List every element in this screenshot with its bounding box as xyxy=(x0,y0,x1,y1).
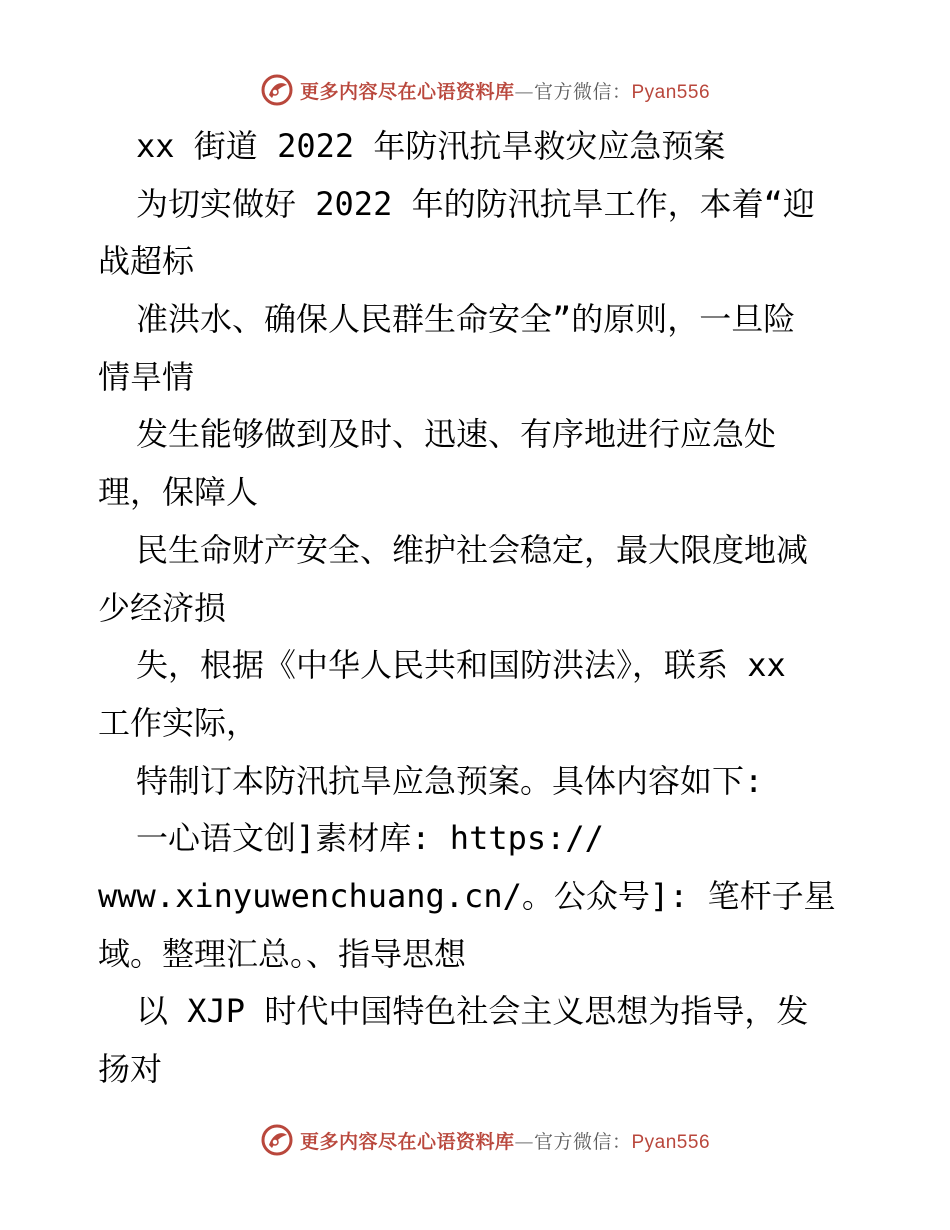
footer-watermark xyxy=(0,1120,950,1160)
text-line: 准洪水、确保人民群生命安全”的原则，一旦险 xyxy=(136,300,796,339)
text-line: 少经济损 xyxy=(98,588,227,627)
text-line: 战超标 xyxy=(98,242,195,281)
text-line: 为切实做好 2022 年的防汛抗旱工作，本着“迎 xyxy=(136,184,815,223)
text-line: 情旱情 xyxy=(98,357,195,396)
watermark-wechat-id: Pyan556 xyxy=(631,1131,711,1153)
text-line: 民生命财产安全、维护社会稳定，最大限度地减 xyxy=(136,530,809,569)
header-watermark xyxy=(0,70,950,110)
document-title: xx 街道 2022 年防汛抗旱救灾应急预案 xyxy=(136,127,726,165)
text-line: 失，根据《中华人民共和国防洪法》，联系 xx xyxy=(136,646,786,685)
watermark-separator: — xyxy=(514,80,534,103)
watermark-site-text: 更多内容尽在心语资料库 xyxy=(299,1130,515,1153)
text-line: www.xinyuwenchuang.cn/。公众号]: 笔杆子星 xyxy=(98,876,836,915)
watermark-text xyxy=(300,1127,710,1154)
watermark-wechat-label: 官方微信： xyxy=(533,80,632,103)
logo-icon xyxy=(260,73,294,107)
text-line: 工作实际， xyxy=(98,703,259,742)
text-line: 一心语文创]素材库: https:// xyxy=(136,819,604,858)
watermark-wechat-id: Pyan556 xyxy=(631,81,711,103)
watermark-wechat-label: 官方微信： xyxy=(533,1130,632,1153)
text-line: 发生能够做到及时、迅速、有序地进行应急处 xyxy=(136,415,777,454)
watermark-site-text: 更多内容尽在心语资料库 xyxy=(299,80,515,103)
text-line: 域。整理汇总。、指导思想 xyxy=(98,934,467,973)
text-line: 理，保障人 xyxy=(98,473,259,512)
text-line: 以 XJP 时代中国特色社会主义思想为指导，发 xyxy=(136,992,809,1031)
text-line: 扬对 xyxy=(98,1050,163,1088)
watermark-separator: — xyxy=(514,1130,534,1153)
document-body xyxy=(98,118,858,1099)
text-line: 特制订本防汛抗旱应急预案。具体内容如下: xyxy=(136,761,764,800)
logo-icon xyxy=(260,1123,294,1157)
watermark-text xyxy=(300,77,710,104)
